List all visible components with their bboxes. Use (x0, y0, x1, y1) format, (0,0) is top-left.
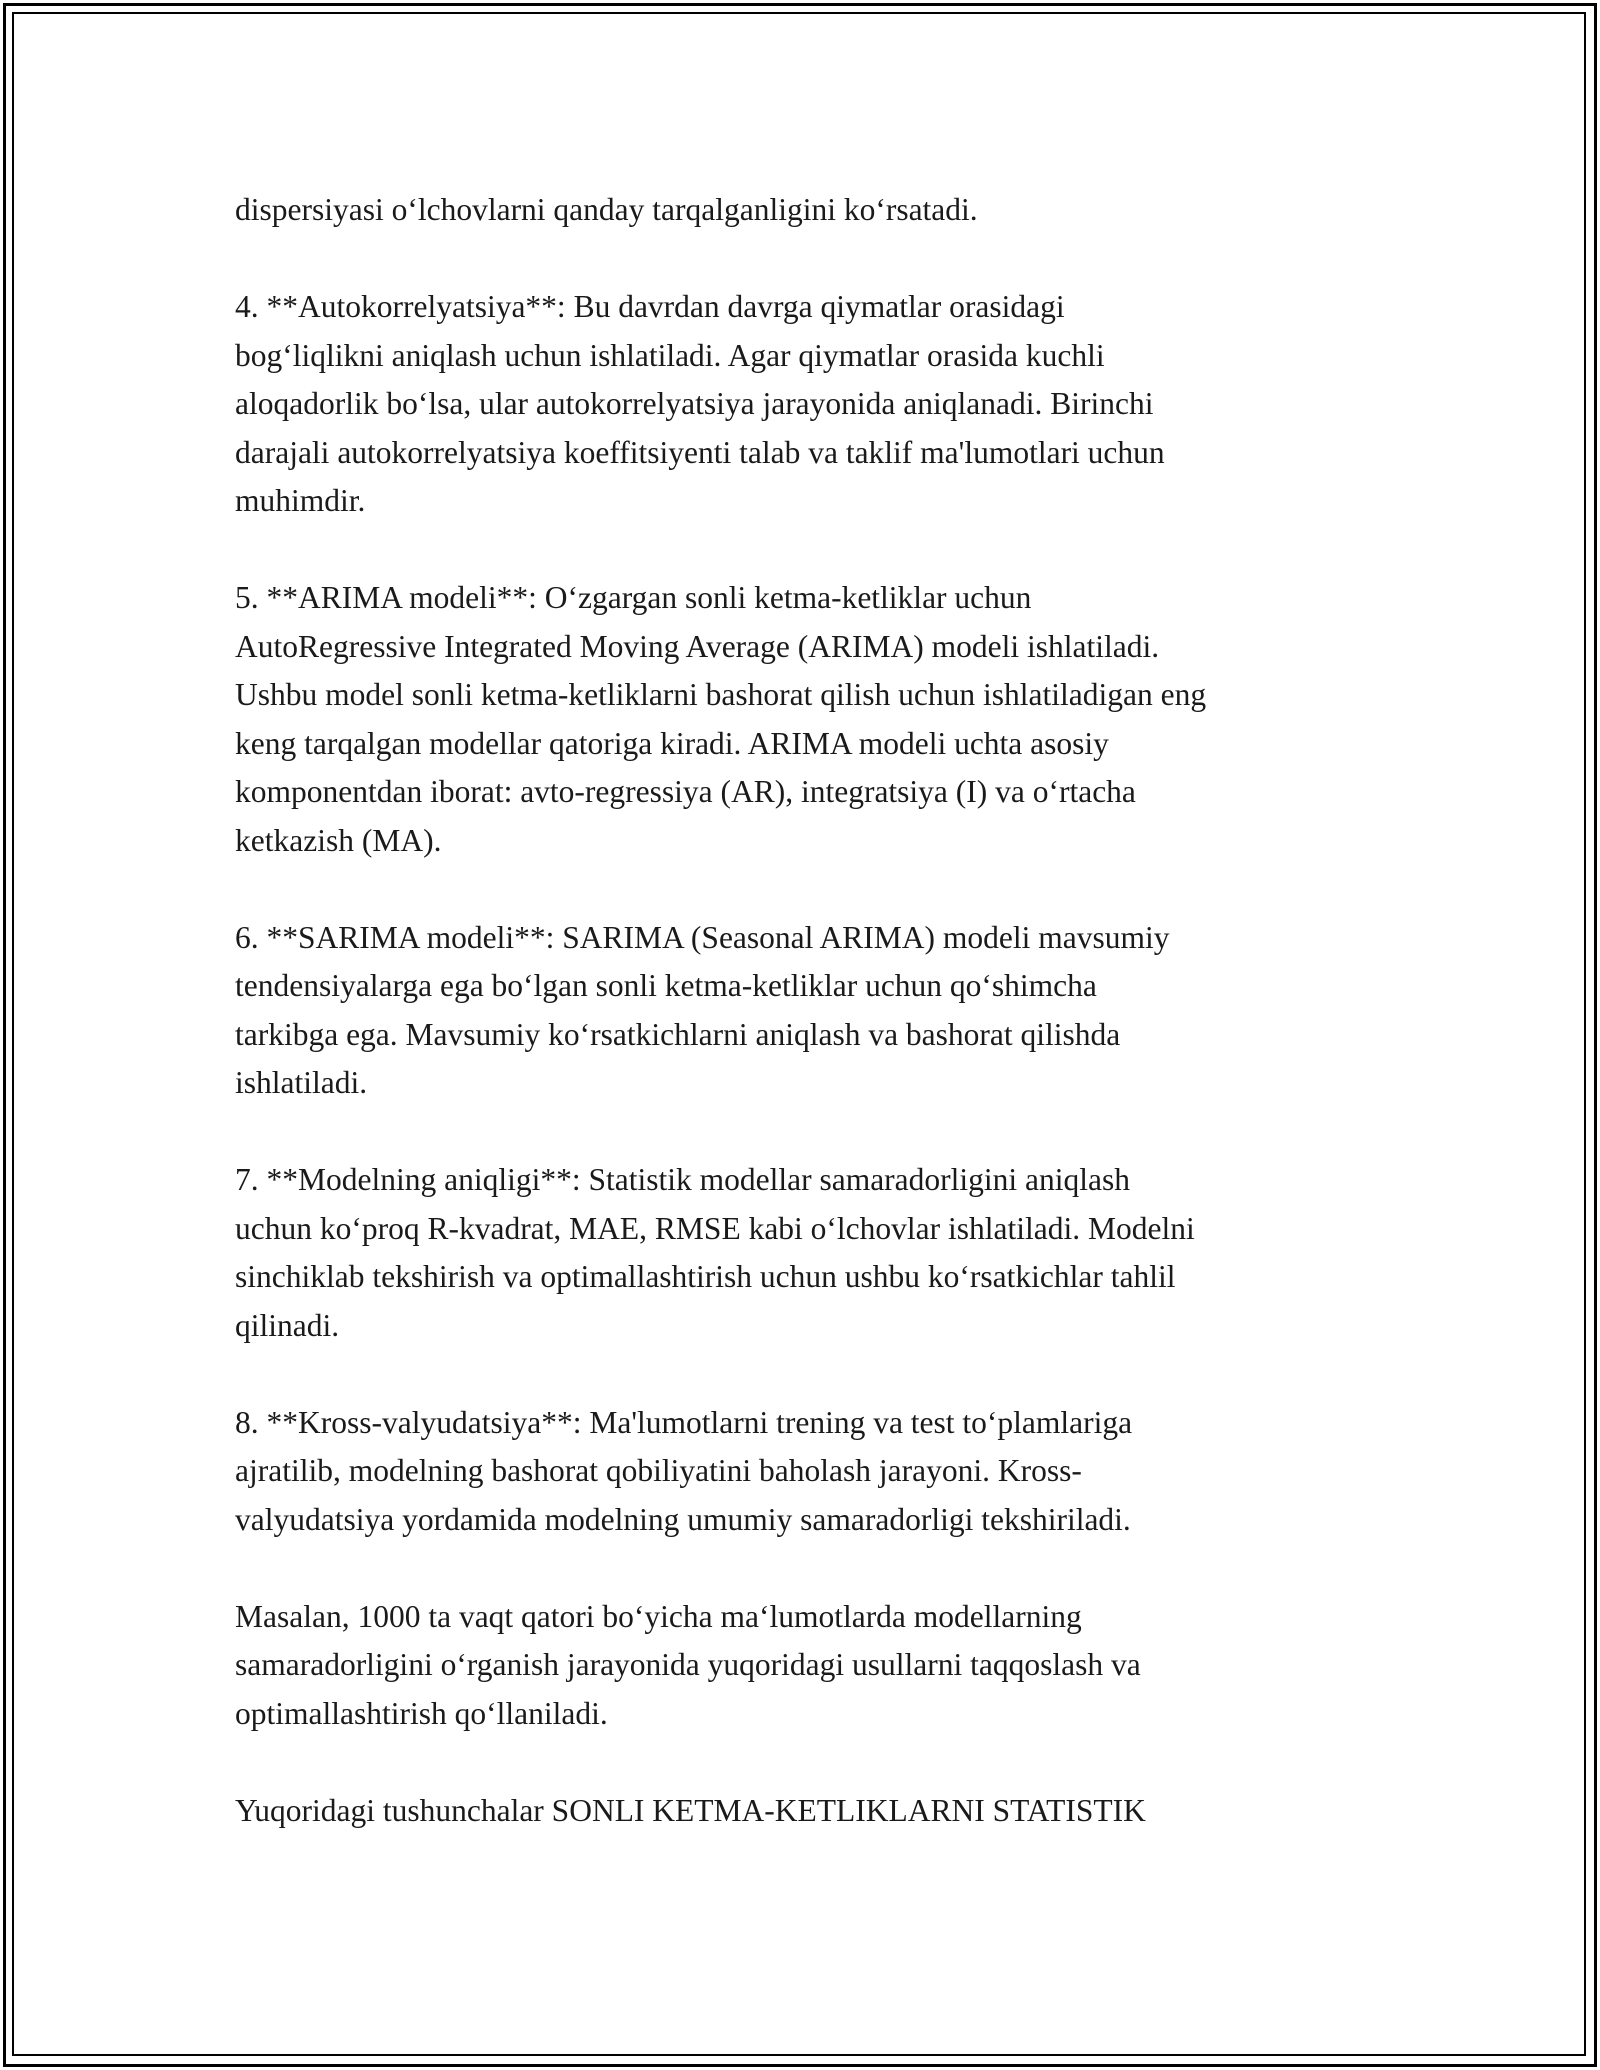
paragraph-cross-validation: 8. **Kross-valyudatsiya**: Ma'lumotlarni trening va test to‘plamlariga ajratilib, modelning bashorat qobiliyatini baholash jarayoni. Kross- valyudatsiya yordamida modelning umumiy samaradorligi tekshiriladi. (235, 1404, 1133, 1537)
paragraph-arima-model: 5. **ARIMA modeli**: O‘zgargan sonli ketma-ketliklar uchun AutoRegressive Integrated Moving Average (ARIMA) modeli ishlatiladi. Ushbu model sonli ketma-ketliklarni bashorat qilish uchun ishlatiladigan eng keng tarqalgan modellar qatoriga kiradi. ARIMA modeli uchta asosiy komponentdan iborat: avto-regressiya (AR), integratsiya (I) va o‘rtacha ketkazish (MA). (235, 580, 1207, 858)
paragraph-example: Masalan, 1000 ta vaqt qatori bo‘yicha ma‘lumotlarda modellarning samaradorligini o‘rganish jarayonida yuqoridagi usullarni taqqoslash va optimallashtirish qo‘llaniladi. (235, 1598, 1141, 1731)
paragraph-sarima-model: 6. **SARIMA modeli**: SARIMA (Seasonal ARIMA) modeli mavsumiy tendensiyalarga ega bo‘lgan sonli ketma-ketliklar uchun qo‘shimcha tarkibga ega. Mavsumiy ko‘rsatkichlarni aniqlash va bashorat qilishda ishlatiladi. (235, 919, 1170, 1100)
document-body (235, 186, 1385, 1884)
paragraph-model-accuracy: 7. **Modelning aniqligi**: Statistik modellar samaradorligini aniqlash uchun ko‘proq R-kvadrat, MAE, RMSE kabi o‘lchovlar ishlatiladi. Modelni sinchiklab tekshirish va optimallashtirish uchun ushbu ko‘rsatkichlar tahlil qilinadi. (235, 1162, 1195, 1343)
paragraph-autocorrelation: 4. **Autokorrelyatsiya**: Bu davrdan davrga qiymatlar orasidagi bog‘liqlikni aniqlash uchun ishlatiladi. Agar qiymatlar orasida kuchli aloqadorlik bo‘lsa, ular autokorrelyatsiya jarayonida aniqlanadi. Birinchi darajali autokorrelyatsiya koeffitsiyenti talab va taklif ma'lumotlari uchun muhimdir. (235, 289, 1165, 518)
paragraph-dispersion-continuation: dispersiyasi o‘lchovlarni qanday tarqalganligini ko‘rsatadi. (235, 192, 978, 227)
paragraph-conclusion: Yuqoridagi tushunchalar SONLI KETMA-KETLIKLARNI STATISTIK (235, 1792, 1146, 1828)
